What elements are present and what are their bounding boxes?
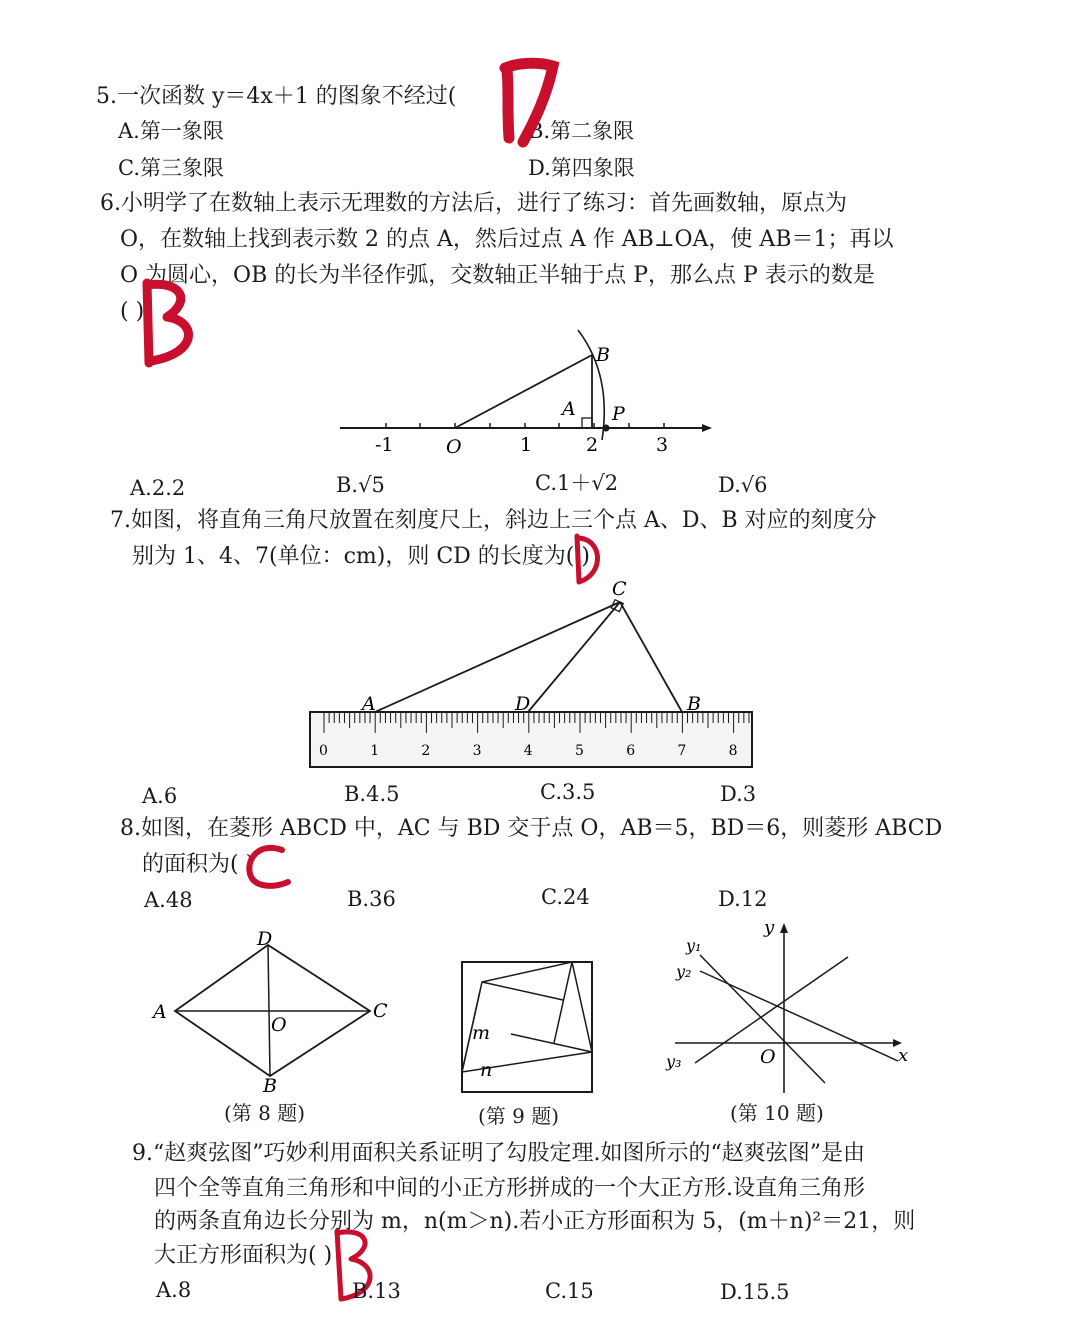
q10-figure-caption: (第 10 题) <box>730 1101 824 1125</box>
q8-point-O: O <box>271 1014 287 1036</box>
ruler-label: 8 <box>728 743 738 759</box>
q10-label-y1: y₁ <box>686 936 702 955</box>
q8-point-C: C <box>373 1000 388 1022</box>
q10-label-x-axis: x <box>898 1045 909 1066</box>
q6-tick-label-2: 2 <box>586 434 599 456</box>
q9-option-c: C.15 <box>545 1279 594 1303</box>
q10-label-y2: y₂ <box>676 962 692 981</box>
q8-rhombus-figure <box>145 925 395 1100</box>
q8-option-b: B.36 <box>347 887 396 911</box>
q8-handwritten-answer <box>240 840 295 895</box>
q9-option-d: D.15.5 <box>720 1280 790 1304</box>
q10-label-y3: y₃ <box>666 1052 682 1071</box>
q6-line-2: O，在数轴上找到表示数 2 的点 A，然后过点 A 作 AB⊥OA，使 AB＝1；再以 <box>120 227 894 252</box>
q6-point-P: P <box>612 403 625 425</box>
q6-tick-label-1: 1 <box>520 434 533 456</box>
q7-ruler-figure <box>300 575 765 775</box>
q5-handwritten-answer <box>495 50 565 150</box>
q7-point-B: B <box>687 693 701 715</box>
q5-option-c: C.第三象限 <box>118 156 224 180</box>
q5-option-b: B.第二象限 <box>528 119 635 143</box>
q5-option-d: D.第四象限 <box>528 156 635 180</box>
q6-point-O: O <box>446 436 462 458</box>
q6-tick-label-3: 3 <box>656 434 669 456</box>
q10-label-y-axis: y <box>764 917 775 938</box>
ruler-label: 4 <box>523 743 533 759</box>
q9-line-3: 的两条直角边长分别为 m，n(m＞n).若小正方形面积为 5，(m＋n)²＝21，则 <box>154 1209 916 1234</box>
q6-option-b: B.√5 <box>336 473 385 497</box>
ruler-label: 0 <box>319 743 328 759</box>
ruler-label: 7 <box>677 743 687 759</box>
q9-label-n: n <box>480 1059 493 1081</box>
q7-point-A: A <box>362 693 376 715</box>
q9-option-a: A.8 <box>156 1278 192 1302</box>
q7-option-a: A.6 <box>142 784 178 808</box>
q7-option-d: D.3 <box>720 782 757 806</box>
q6-point-B: B <box>596 344 610 366</box>
q7-option-b: B.4.5 <box>344 782 400 806</box>
q6-point-A: A <box>562 398 576 420</box>
q5-stem: 5.一次函数 y＝4x＋1 的图象不经过( <box>96 84 457 109</box>
q8-option-a: A.48 <box>144 888 193 912</box>
q10-label-origin: O <box>760 1046 776 1068</box>
q8-line-2: 的面积为( ) <box>142 852 255 877</box>
q8-point-B: B <box>263 1075 277 1097</box>
q8-point-A: A <box>153 1001 167 1023</box>
q8-point-D: D <box>257 928 273 950</box>
ruler-label: 5 <box>575 743 584 759</box>
q9-line-4: 大正方形面积为( ) <box>154 1243 333 1268</box>
ruler-label: 2 <box>421 743 431 759</box>
q5-option-a: A.第一象限 <box>118 119 224 143</box>
q7-line-1: 7.如图，将直角三角尺放置在刻度尺上，斜边上三个点 A、D、B 对应的刻度分 <box>110 508 877 533</box>
q7-point-D: D <box>515 693 531 715</box>
ruler-label: 3 <box>472 743 482 759</box>
q9-figure-caption: (第 9 题) <box>478 1104 560 1128</box>
q7-option-c: C.3.5 <box>540 780 596 804</box>
q9-label-m: m <box>472 1022 491 1044</box>
q8-figure-caption: (第 8 题) <box>224 1101 306 1125</box>
q6-tick-label-neg1: -1 <box>375 434 394 456</box>
q9-option-b: B.13 <box>352 1279 401 1303</box>
q10-lines-figure <box>660 915 915 1095</box>
q8-line-1: 8.如图，在菱形 ABCD 中，AC 与 BD 交于点 O，AB＝5，BD＝6，则菱形 ABCD <box>120 816 943 841</box>
q7-line-2: 别为 1、4、7(单位：cm)，则 CD 的长度为( ) <box>132 544 590 569</box>
q8-option-c: C.24 <box>541 885 590 909</box>
q6-option-a: A.2.2 <box>130 476 186 500</box>
q6-number-line-figure <box>330 325 730 460</box>
ruler-label: 1 <box>370 743 380 759</box>
q6-option-c: C.1＋√2 <box>535 471 619 495</box>
q7-point-C: C <box>612 578 627 600</box>
q9-line-1: 9.“赵爽弦图”巧妙利用面积关系证明了勾股定理.如图所示的“赵爽弦图”是由 <box>132 1141 865 1166</box>
q8-option-d: D.12 <box>718 887 768 911</box>
q6-line-1: 6.小明学了在数轴上表示无理数的方法后，进行了练习：首先画数轴，原点为 <box>100 191 847 216</box>
q9-zhao-shuang-figure <box>455 955 600 1100</box>
q6-line-4: ( ) <box>120 299 145 324</box>
ruler-label: 6 <box>626 743 636 759</box>
q6-handwritten-answer <box>135 275 205 370</box>
q9-line-2: 四个全等直角三角形和中间的小正方形拼成的一个大正方形.设直角三角形 <box>154 1176 865 1201</box>
q6-line-3: O 为圆心，OB 的长为半径作弧，交数轴正半轴于点 P，那么点 P 表示的数是 <box>120 263 875 288</box>
q6-option-d: D.√6 <box>718 473 768 497</box>
